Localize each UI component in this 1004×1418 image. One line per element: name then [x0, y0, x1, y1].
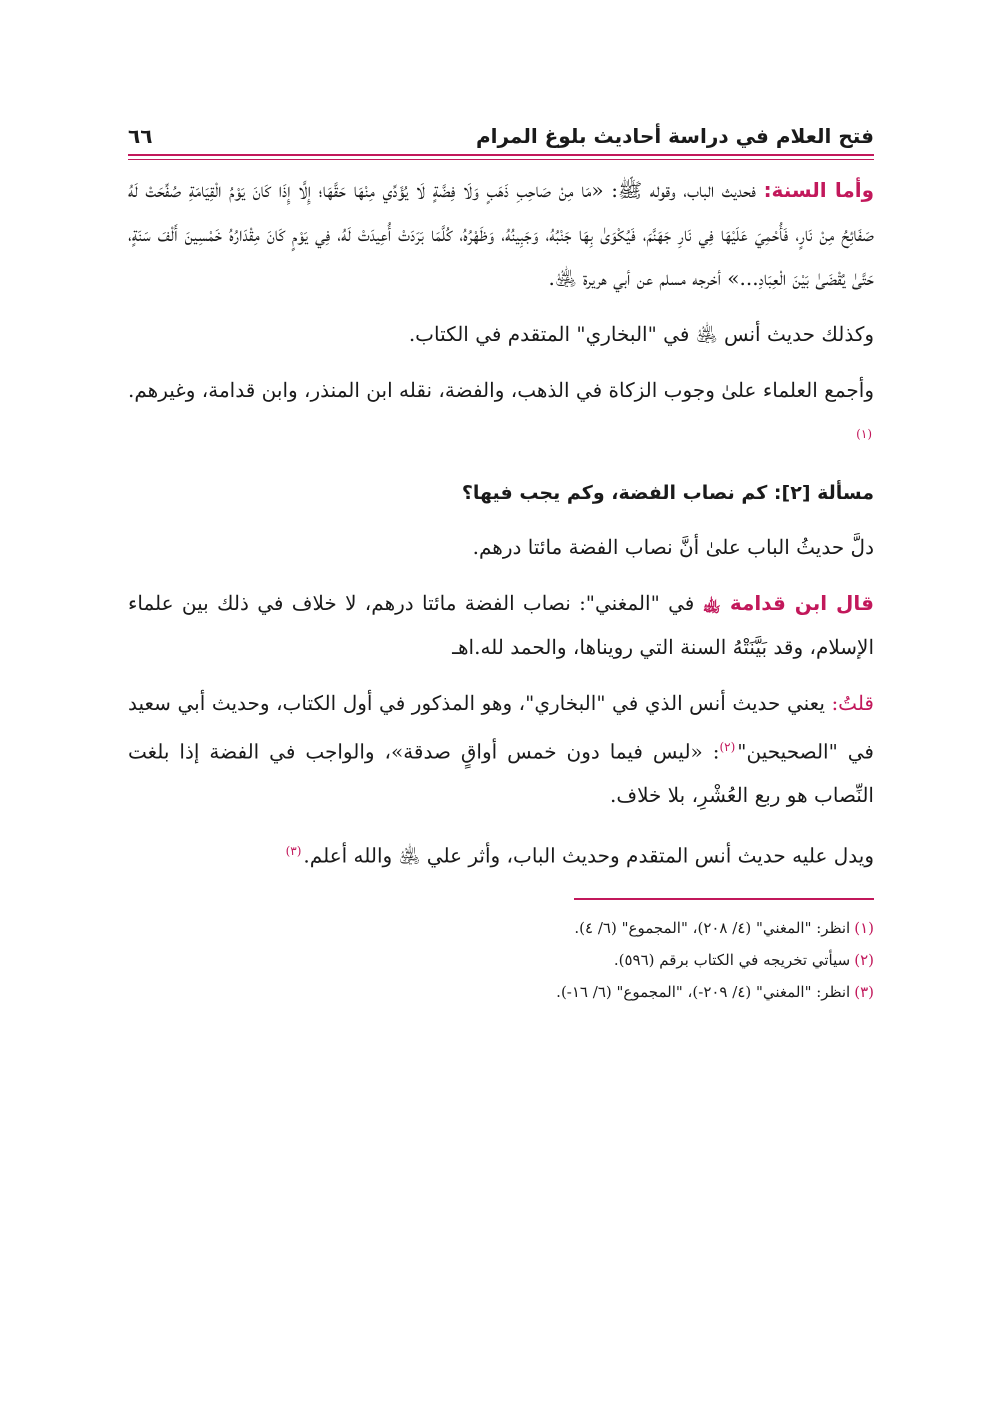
paragraph-text: ويدل عليه حديث أنس المتقدم وحديث الباب، وأثر علي ﵁ والله أعلم.	[303, 843, 874, 868]
footnote-number: (٢)	[854, 950, 874, 969]
footnote-number: (١)	[854, 918, 874, 937]
footnote	[128, 912, 874, 944]
paragraph-anas: وكذلك حديث أنس ﵁ في "البخاري" المتقدم في الكتاب.	[408, 322, 874, 346]
footnote-ref[interactable]: (٣)	[285, 844, 302, 859]
footnote-number: (٣)	[854, 982, 874, 1001]
header-rule-thick	[128, 154, 874, 156]
footnotes	[128, 912, 874, 1008]
paragraph-text: فحديث الباب، وقوله ﷺ: «مَا مِنْ صَاحِبِ ذَهَبٍ وَلَا فِضَّةٍ لَا يُؤَدِّي مِنْهَا حَقَّهَا؛ إِلَّا إِذَا كَانَ يَوْمُ الْقِيَامَةِ صُفِّحَتْ لَهُ صَفَائِحُ مِنْ نَارٍ، فَأُحْمِيَ عَلَيْهَا فِي نَارِ جَهَنَّمَ، فَيُكْوَىٰ بِهَا جَنْبُهُ، وَجَبِينُهُ، وَظَهْرُهُ، كُلَّمَا بَرَدَتْ أُعِيدَتْ لَهُ، فِي يَوْمٍ كَانَ مِقْدَارُهُ خَمْسِينَ أَلْفَ سَنَةٍ، حَتَّىٰ يُقْضَىٰ بَيْنَ الْعِبَادِ...» أخرجه مسلم عن أبي هريرة ﵁.	[128, 178, 874, 290]
paragraph-nisab: دلَّ حديثُ الباب علىٰ أنَّ نصاب الفضة مائتا درهم.	[472, 534, 874, 559]
footnote-text: سيأتي تخريجه في الكتاب برقم (٥٩٦).	[613, 950, 851, 969]
page-number: ٦٦	[128, 124, 153, 148]
paragraph-ijma	[128, 368, 874, 461]
footnote-ref[interactable]: (١)	[856, 427, 872, 441]
paragraph-text: في "المغني": نصاب الفضة مائتا درهم، لا خلاف في ذلك بين علماء الإسلام، وقد بَيَّنَتْهُ السنة التي رويناها، والحمد لله.اهـ	[128, 590, 874, 659]
page	[128, 112, 874, 1008]
paragraph-lead: وأما السنة:	[763, 178, 874, 202]
question-heading: مسألة [٢]: كم نصاب الفضة، وكم يجب فيها؟	[461, 481, 874, 504]
paragraph-ibn-qudama	[128, 581, 874, 669]
footnote-separator	[574, 898, 874, 900]
paragraph-conclusion	[128, 829, 874, 878]
book-title: فتح العلام في دراسة أحاديث بلوغ المرام	[475, 124, 874, 148]
paragraph-qultu	[128, 681, 874, 818]
footnote	[128, 976, 874, 1008]
header-rule-thin	[128, 159, 874, 160]
paragraph-lead: قال ابن قدامة ﵀	[702, 590, 874, 615]
paragraph-text: وأجمع العلماء علىٰ وجوب الزكاة في الذهب، والفضة، نقله ابن المنذر، وابن قدامة، وغيرهم.	[128, 378, 874, 402]
footnote-text: انظر: "المغني" (٤/ ٢٠٨)، "المجموع" (٦/ ٤).	[574, 918, 851, 937]
footnote-text: انظر: "المغني" (٤/ ٢٠٩-)، "المجموع" (٦/ ١٦-).	[556, 982, 851, 1001]
paragraph-sunnah	[128, 168, 874, 300]
footnote	[128, 944, 874, 976]
paragraph-text: : «ليس فيما دون خمس أواقٍ صدقة»، والواجب في الفضة إذا بلغت النِّصاب هو ربع العُشْرِ، بلا خلاف.	[128, 739, 874, 808]
running-header	[128, 112, 874, 148]
paragraph-text: يعني حديث أنس الذي في "البخاري"، وهو المذكور في أول الكتاب، وحديث أبي سعيد في "الصحيحين"	[128, 690, 874, 764]
paragraph-lead: قلتُ:	[831, 690, 874, 715]
footnote-ref[interactable]: (٢)	[719, 739, 736, 754]
